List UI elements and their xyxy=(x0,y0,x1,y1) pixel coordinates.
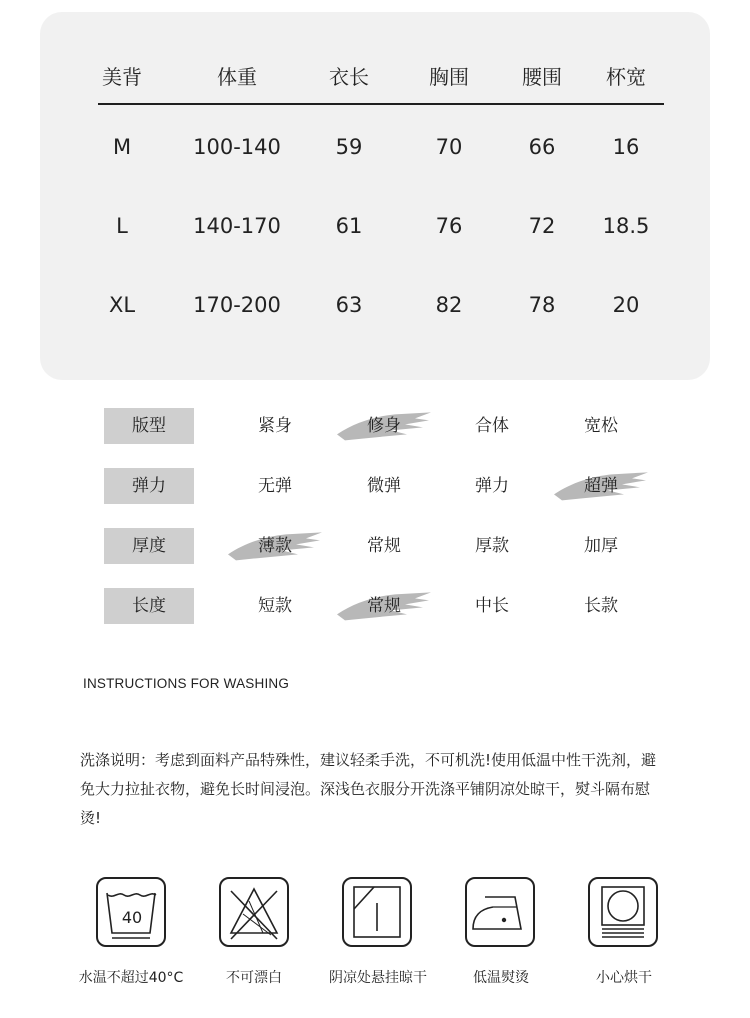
header-cell: 杯宽 xyxy=(606,65,646,89)
no-bleach-icon xyxy=(219,877,289,947)
attribute-option-selected: 超弹 xyxy=(561,468,641,504)
table-cell: 100-140 xyxy=(193,135,281,159)
table-cell: 72 xyxy=(528,214,556,238)
attribute-row-fit xyxy=(0,408,750,444)
table-cell: XL xyxy=(108,293,136,317)
care-label: 不可漂白 xyxy=(226,970,282,986)
attribute-option: 中长 xyxy=(475,596,509,616)
table-cell: 59 xyxy=(335,135,363,159)
table-cell: L xyxy=(116,214,128,238)
iron-low-icon xyxy=(465,877,535,947)
header-divider xyxy=(98,103,664,105)
tumble-dry-icon xyxy=(588,877,658,947)
line-dry-shade-icon xyxy=(342,877,412,947)
attribute-option: 厚款 xyxy=(475,536,509,556)
table-cell: 76 xyxy=(435,214,463,238)
care-label: 水温不超过40°C xyxy=(78,970,184,986)
header-cell: 腰围 xyxy=(522,65,562,89)
attribute-option: 紧身 xyxy=(258,416,292,436)
attribute-label: 版型 xyxy=(104,408,194,444)
size-chart-card xyxy=(40,12,710,380)
attribute-option: 常规 xyxy=(367,536,401,556)
attribute-option-selected: 常规 xyxy=(344,588,424,624)
header-cell: 体重 xyxy=(217,65,257,89)
attribute-option: 弹力 xyxy=(475,476,509,496)
wash-40-icon xyxy=(96,877,166,947)
attribute-option: 微弹 xyxy=(367,476,401,496)
attribute-row-thickness xyxy=(0,528,750,564)
header-cell: 胸围 xyxy=(429,65,469,89)
table-cell: 70 xyxy=(435,135,463,159)
header-cell: 美背 xyxy=(102,65,142,89)
table-cell: 63 xyxy=(335,293,363,317)
attribute-option-selected: 薄款 xyxy=(235,528,315,564)
attribute-option-selected: 修身 xyxy=(344,408,424,444)
attribute-row-elasticity xyxy=(0,468,750,504)
table-cell: 78 xyxy=(528,293,556,317)
washing-title: INSTRUCTIONS FOR WASHING xyxy=(83,676,290,691)
attribute-option: 无弹 xyxy=(258,476,292,496)
wash-temp-text: 40 xyxy=(121,908,143,927)
attribute-label: 长度 xyxy=(104,588,194,624)
attribute-row-length xyxy=(0,588,750,624)
attribute-option: 宽松 xyxy=(584,416,618,436)
table-cell: 18.5 xyxy=(602,214,650,238)
table-row xyxy=(40,134,710,160)
care-label: 阴凉处悬挂晾干 xyxy=(329,970,427,986)
table-cell: 16 xyxy=(612,135,640,159)
table-row xyxy=(40,292,710,318)
header-cell: 衣长 xyxy=(329,65,369,89)
table-cell: 82 xyxy=(435,293,463,317)
size-table-header xyxy=(40,64,710,98)
table-cell: 61 xyxy=(335,214,363,238)
attribute-label: 弹力 xyxy=(104,468,194,504)
washing-text: 洗涤说明：考虑到面料产品特殊性，建议轻柔手洗，不可机洗!使用低温中性干洗剂，避免大力拉扯衣物，避免长时间浸泡。深浅色衣服分开洗涤平铺阴凉处晾干，熨斗隔布慰烫! xyxy=(80,751,657,827)
care-label: 小心烘干 xyxy=(596,970,652,986)
table-cell: M xyxy=(112,135,132,159)
attribute-option: 长款 xyxy=(584,596,618,616)
table-cell: 20 xyxy=(612,293,640,317)
attribute-option: 加厚 xyxy=(584,536,618,556)
table-cell: 170-200 xyxy=(193,293,281,317)
attribute-option: 合体 xyxy=(475,416,509,436)
attribute-option: 短款 xyxy=(258,596,292,616)
table-cell: 140-170 xyxy=(193,214,281,238)
table-cell: 66 xyxy=(528,135,556,159)
attribute-label: 厚度 xyxy=(104,528,194,564)
care-label: 低温熨烫 xyxy=(473,970,529,986)
table-row xyxy=(40,213,710,239)
